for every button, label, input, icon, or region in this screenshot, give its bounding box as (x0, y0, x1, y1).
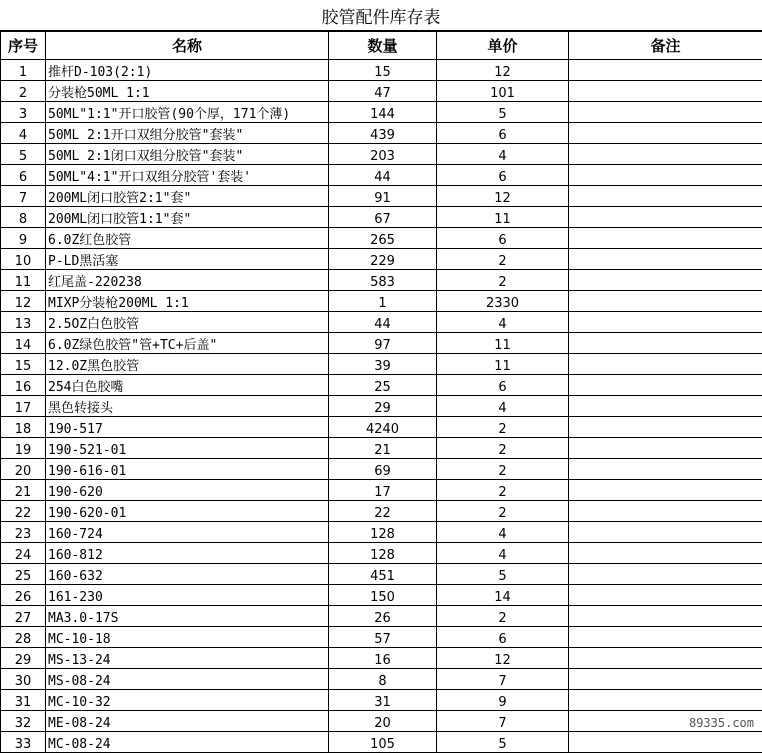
cell-qty[interactable]: 44 (329, 312, 437, 333)
cell-price[interactable]: 2 (437, 270, 569, 291)
cell-price[interactable]: 6 (437, 228, 569, 249)
cell-name[interactable]: 黑色转接头 (46, 396, 329, 417)
cell-note[interactable] (569, 291, 762, 312)
cell-note[interactable] (569, 417, 762, 438)
cell-price[interactable]: 2330 (437, 291, 569, 312)
table-row (1, 123, 762, 144)
cell-name[interactable]: MC-10-32 (46, 690, 329, 711)
cell-qty[interactable]: 8 (329, 669, 437, 690)
cell-qty[interactable]: 26 (329, 606, 437, 627)
cell-price[interactable]: 6 (437, 165, 569, 186)
cell-qty[interactable]: 4240 (329, 417, 437, 438)
cell-price[interactable]: 2 (437, 249, 569, 270)
cell-price[interactable]: 12 (437, 186, 569, 207)
cell-price[interactable]: 5 (437, 732, 569, 753)
table-row (1, 270, 762, 291)
cell-qty[interactable]: 44 (329, 165, 437, 186)
cell-index[interactable]: 27 (1, 606, 46, 627)
cell-note[interactable] (569, 60, 762, 81)
table-row (1, 417, 762, 438)
cell-price[interactable]: 2 (437, 480, 569, 501)
cell-qty[interactable]: 20 (329, 711, 437, 732)
cell-name[interactable]: 6.0Z绿色胶管"管+TC+后盖" (46, 333, 329, 354)
cell-note[interactable] (569, 165, 762, 186)
cell-price[interactable]: 2 (437, 501, 569, 522)
cell-name[interactable]: 红尾盖-220238 (46, 270, 329, 291)
cell-name[interactable]: 200ML闭口胶管2:1"套" (46, 186, 329, 207)
cell-name[interactable]: 推杆D-103(2:1) (46, 60, 329, 81)
cell-price[interactable]: 11 (437, 333, 569, 354)
cell-qty[interactable]: 21 (329, 438, 437, 459)
table-row (1, 459, 762, 480)
cell-index[interactable]: 31 (1, 690, 46, 711)
cell-price[interactable]: 2 (437, 606, 569, 627)
cell-qty[interactable]: 15 (329, 60, 437, 81)
cell-price[interactable]: 6 (437, 123, 569, 144)
table-row (1, 81, 762, 102)
cell-note[interactable] (569, 648, 762, 669)
cell-name[interactable]: 50ML"1:1"开口胶管(90个厚，171个薄) (46, 102, 329, 123)
cell-name[interactable]: 254白色胶嘴 (46, 375, 329, 396)
cell-name[interactable]: 200ML闭口胶管1:1"套" (46, 207, 329, 228)
cell-qty[interactable]: 203 (329, 144, 437, 165)
cell-note[interactable] (569, 207, 762, 228)
cell-index[interactable]: 17 (1, 396, 46, 417)
cell-note[interactable] (569, 522, 762, 543)
cell-qty[interactable]: 17 (329, 480, 437, 501)
cell-note[interactable] (569, 270, 762, 291)
cell-name[interactable]: MA3.0-17S (46, 606, 329, 627)
cell-name[interactable]: MS-13-24 (46, 648, 329, 669)
cell-index[interactable]: 20 (1, 459, 46, 480)
table-row (1, 732, 762, 753)
table-body (1, 60, 762, 753)
header-note[interactable]: 备注 (569, 32, 762, 60)
cell-index[interactable]: 25 (1, 564, 46, 585)
cell-index[interactable]: 10 (1, 249, 46, 270)
cell-price[interactable]: 12 (437, 60, 569, 81)
cell-note[interactable] (569, 333, 762, 354)
cell-qty[interactable]: 265 (329, 228, 437, 249)
cell-price[interactable]: 7 (437, 669, 569, 690)
table-row (1, 711, 762, 732)
cell-qty[interactable]: 29 (329, 396, 437, 417)
cell-qty[interactable]: 91 (329, 186, 437, 207)
cell-name[interactable]: MIXP分装枪200ML 1:1 (46, 291, 329, 312)
cell-name[interactable]: 12.0Z黑色胶管 (46, 354, 329, 375)
table-row (1, 102, 762, 123)
table-row (1, 501, 762, 522)
cell-index[interactable]: 8 (1, 207, 46, 228)
cell-qty[interactable]: 150 (329, 585, 437, 606)
cell-name[interactable]: ME-08-24 (46, 711, 329, 732)
table-row (1, 354, 762, 375)
cell-note[interactable] (569, 81, 762, 102)
cell-note[interactable] (569, 564, 762, 585)
cell-index[interactable]: 12 (1, 291, 46, 312)
cell-note[interactable] (569, 501, 762, 522)
table-row (1, 606, 762, 627)
cell-qty[interactable]: 105 (329, 732, 437, 753)
cell-index[interactable]: 33 (1, 732, 46, 753)
cell-qty[interactable]: 229 (329, 249, 437, 270)
table-row (1, 627, 762, 648)
cell-note[interactable] (569, 690, 762, 711)
cell-price[interactable]: 2 (437, 438, 569, 459)
cell-index[interactable]: 16 (1, 375, 46, 396)
cell-name[interactable]: 160-632 (46, 564, 329, 585)
cell-note[interactable] (569, 543, 762, 564)
table-row (1, 522, 762, 543)
cell-name[interactable]: 2.5OZ白色胶管 (46, 312, 329, 333)
cell-note[interactable] (569, 354, 762, 375)
cell-price[interactable]: 2 (437, 459, 569, 480)
cell-name[interactable]: 161-230 (46, 585, 329, 606)
watermark: 89335.com (689, 716, 754, 730)
cell-qty[interactable]: 22 (329, 501, 437, 522)
cell-qty[interactable]: 25 (329, 375, 437, 396)
sheet-title: 胶管配件库存表 (0, 0, 762, 31)
cell-index[interactable]: 6 (1, 165, 46, 186)
cell-note[interactable] (569, 732, 762, 753)
cell-index[interactable]: 18 (1, 417, 46, 438)
table-row (1, 375, 762, 396)
cell-price[interactable]: 5 (437, 564, 569, 585)
cell-index[interactable]: 11 (1, 270, 46, 291)
table-row (1, 144, 762, 165)
cell-index[interactable]: 14 (1, 333, 46, 354)
table-row (1, 228, 762, 249)
cell-qty[interactable]: 1 (329, 291, 437, 312)
cell-name[interactable]: 50ML 2:1开口双组分胶管"套装" (46, 123, 329, 144)
cell-index[interactable]: 26 (1, 585, 46, 606)
cell-name[interactable]: MC-08-24 (46, 732, 329, 753)
cell-note[interactable] (569, 123, 762, 144)
cell-note[interactable] (569, 585, 762, 606)
table-row (1, 690, 762, 711)
cell-name[interactable]: 50ML 2:1闭口双组分胶管"套装" (46, 144, 329, 165)
table-row (1, 669, 762, 690)
cell-note[interactable] (569, 480, 762, 501)
table-row (1, 480, 762, 501)
cell-index[interactable]: 30 (1, 669, 46, 690)
cell-qty[interactable]: 451 (329, 564, 437, 585)
table-row (1, 396, 762, 417)
cell-name[interactable]: 160-812 (46, 543, 329, 564)
cell-name[interactable]: P-LD黑活塞 (46, 249, 329, 270)
table-row (1, 648, 762, 669)
cell-price[interactable]: 2 (437, 417, 569, 438)
cell-qty[interactable]: 16 (329, 648, 437, 669)
cell-note[interactable] (569, 102, 762, 123)
table-row (1, 165, 762, 186)
header-name[interactable]: 名称 (46, 32, 329, 60)
cell-name[interactable]: 190-616-01 (46, 459, 329, 480)
cell-name[interactable]: 190-521-01 (46, 438, 329, 459)
cell-index[interactable]: 19 (1, 438, 46, 459)
cell-qty[interactable]: 67 (329, 207, 437, 228)
cell-qty[interactable]: 31 (329, 690, 437, 711)
cell-qty[interactable]: 439 (329, 123, 437, 144)
cell-note[interactable] (569, 396, 762, 417)
cell-price[interactable]: 4 (437, 543, 569, 564)
cell-note[interactable] (569, 312, 762, 333)
cell-index[interactable]: 15 (1, 354, 46, 375)
cell-name[interactable]: 190-620 (46, 480, 329, 501)
cell-index[interactable]: 1 (1, 60, 46, 81)
header-row (1, 32, 762, 60)
cell-index[interactable]: 22 (1, 501, 46, 522)
table-row (1, 207, 762, 228)
cell-qty[interactable]: 57 (329, 627, 437, 648)
cell-price[interactable]: 5 (437, 102, 569, 123)
cell-note[interactable] (569, 186, 762, 207)
cell-index[interactable]: 9 (1, 228, 46, 249)
table-row (1, 438, 762, 459)
cell-qty[interactable]: 128 (329, 522, 437, 543)
cell-price[interactable]: 101 (437, 81, 569, 102)
table-row (1, 333, 762, 354)
cell-qty[interactable]: 69 (329, 459, 437, 480)
cell-note[interactable] (569, 228, 762, 249)
cell-index[interactable]: 29 (1, 648, 46, 669)
cell-price[interactable]: 4 (437, 312, 569, 333)
cell-index[interactable]: 23 (1, 522, 46, 543)
cell-note[interactable] (569, 375, 762, 396)
cell-qty[interactable]: 144 (329, 102, 437, 123)
cell-price[interactable]: 6 (437, 375, 569, 396)
table-row (1, 585, 762, 606)
cell-price[interactable]: 14 (437, 585, 569, 606)
cell-qty[interactable]: 128 (329, 543, 437, 564)
table-row (1, 60, 762, 81)
cell-note[interactable] (569, 249, 762, 270)
cell-index[interactable]: 2 (1, 81, 46, 102)
cell-price[interactable]: 4 (437, 144, 569, 165)
cell-qty[interactable]: 39 (329, 354, 437, 375)
header-price[interactable]: 单价 (437, 32, 569, 60)
cell-index[interactable]: 21 (1, 480, 46, 501)
cell-name[interactable]: 160-724 (46, 522, 329, 543)
cell-index[interactable]: 24 (1, 543, 46, 564)
cell-name[interactable]: 6.0Z红色胶管 (46, 228, 329, 249)
cell-name[interactable]: 190-517 (46, 417, 329, 438)
cell-qty[interactable]: 47 (329, 81, 437, 102)
cell-name[interactable]: 190-620-01 (46, 501, 329, 522)
cell-index[interactable]: 3 (1, 102, 46, 123)
header-index[interactable]: 序号 (1, 32, 46, 60)
cell-note[interactable] (569, 459, 762, 480)
cell-name[interactable]: 50ML"4:1"开口双组分胶管'套装' (46, 165, 329, 186)
cell-name[interactable]: 分装枪50ML 1:1 (46, 81, 329, 102)
cell-note[interactable] (569, 669, 762, 690)
cell-price[interactable]: 12 (437, 648, 569, 669)
cell-qty[interactable]: 97 (329, 333, 437, 354)
cell-note[interactable] (569, 438, 762, 459)
cell-index[interactable]: 7 (1, 186, 46, 207)
table-row (1, 249, 762, 270)
cell-note[interactable] (569, 144, 762, 165)
cell-price[interactable]: 7 (437, 711, 569, 732)
cell-price[interactable]: 4 (437, 522, 569, 543)
cell-price[interactable]: 6 (437, 627, 569, 648)
cell-name[interactable]: MC-10-18 (46, 627, 329, 648)
cell-index[interactable]: 28 (1, 627, 46, 648)
table-row (1, 186, 762, 207)
table-row (1, 291, 762, 312)
table-row (1, 543, 762, 564)
cell-name[interactable]: MS-08-24 (46, 669, 329, 690)
cell-qty[interactable]: 583 (329, 270, 437, 291)
header-qty[interactable]: 数量 (329, 32, 437, 60)
cell-note[interactable] (569, 627, 762, 648)
cell-index[interactable]: 13 (1, 312, 46, 333)
cell-price[interactable]: 11 (437, 354, 569, 375)
table-row (1, 312, 762, 333)
cell-price[interactable]: 9 (437, 690, 569, 711)
cell-price[interactable]: 11 (437, 207, 569, 228)
table-row (1, 564, 762, 585)
cell-index[interactable]: 4 (1, 123, 46, 144)
cell-index[interactable]: 5 (1, 144, 46, 165)
cell-price[interactable]: 4 (437, 396, 569, 417)
cell-note[interactable] (569, 606, 762, 627)
cell-index[interactable]: 32 (1, 711, 46, 732)
inventory-table (0, 31, 762, 753)
